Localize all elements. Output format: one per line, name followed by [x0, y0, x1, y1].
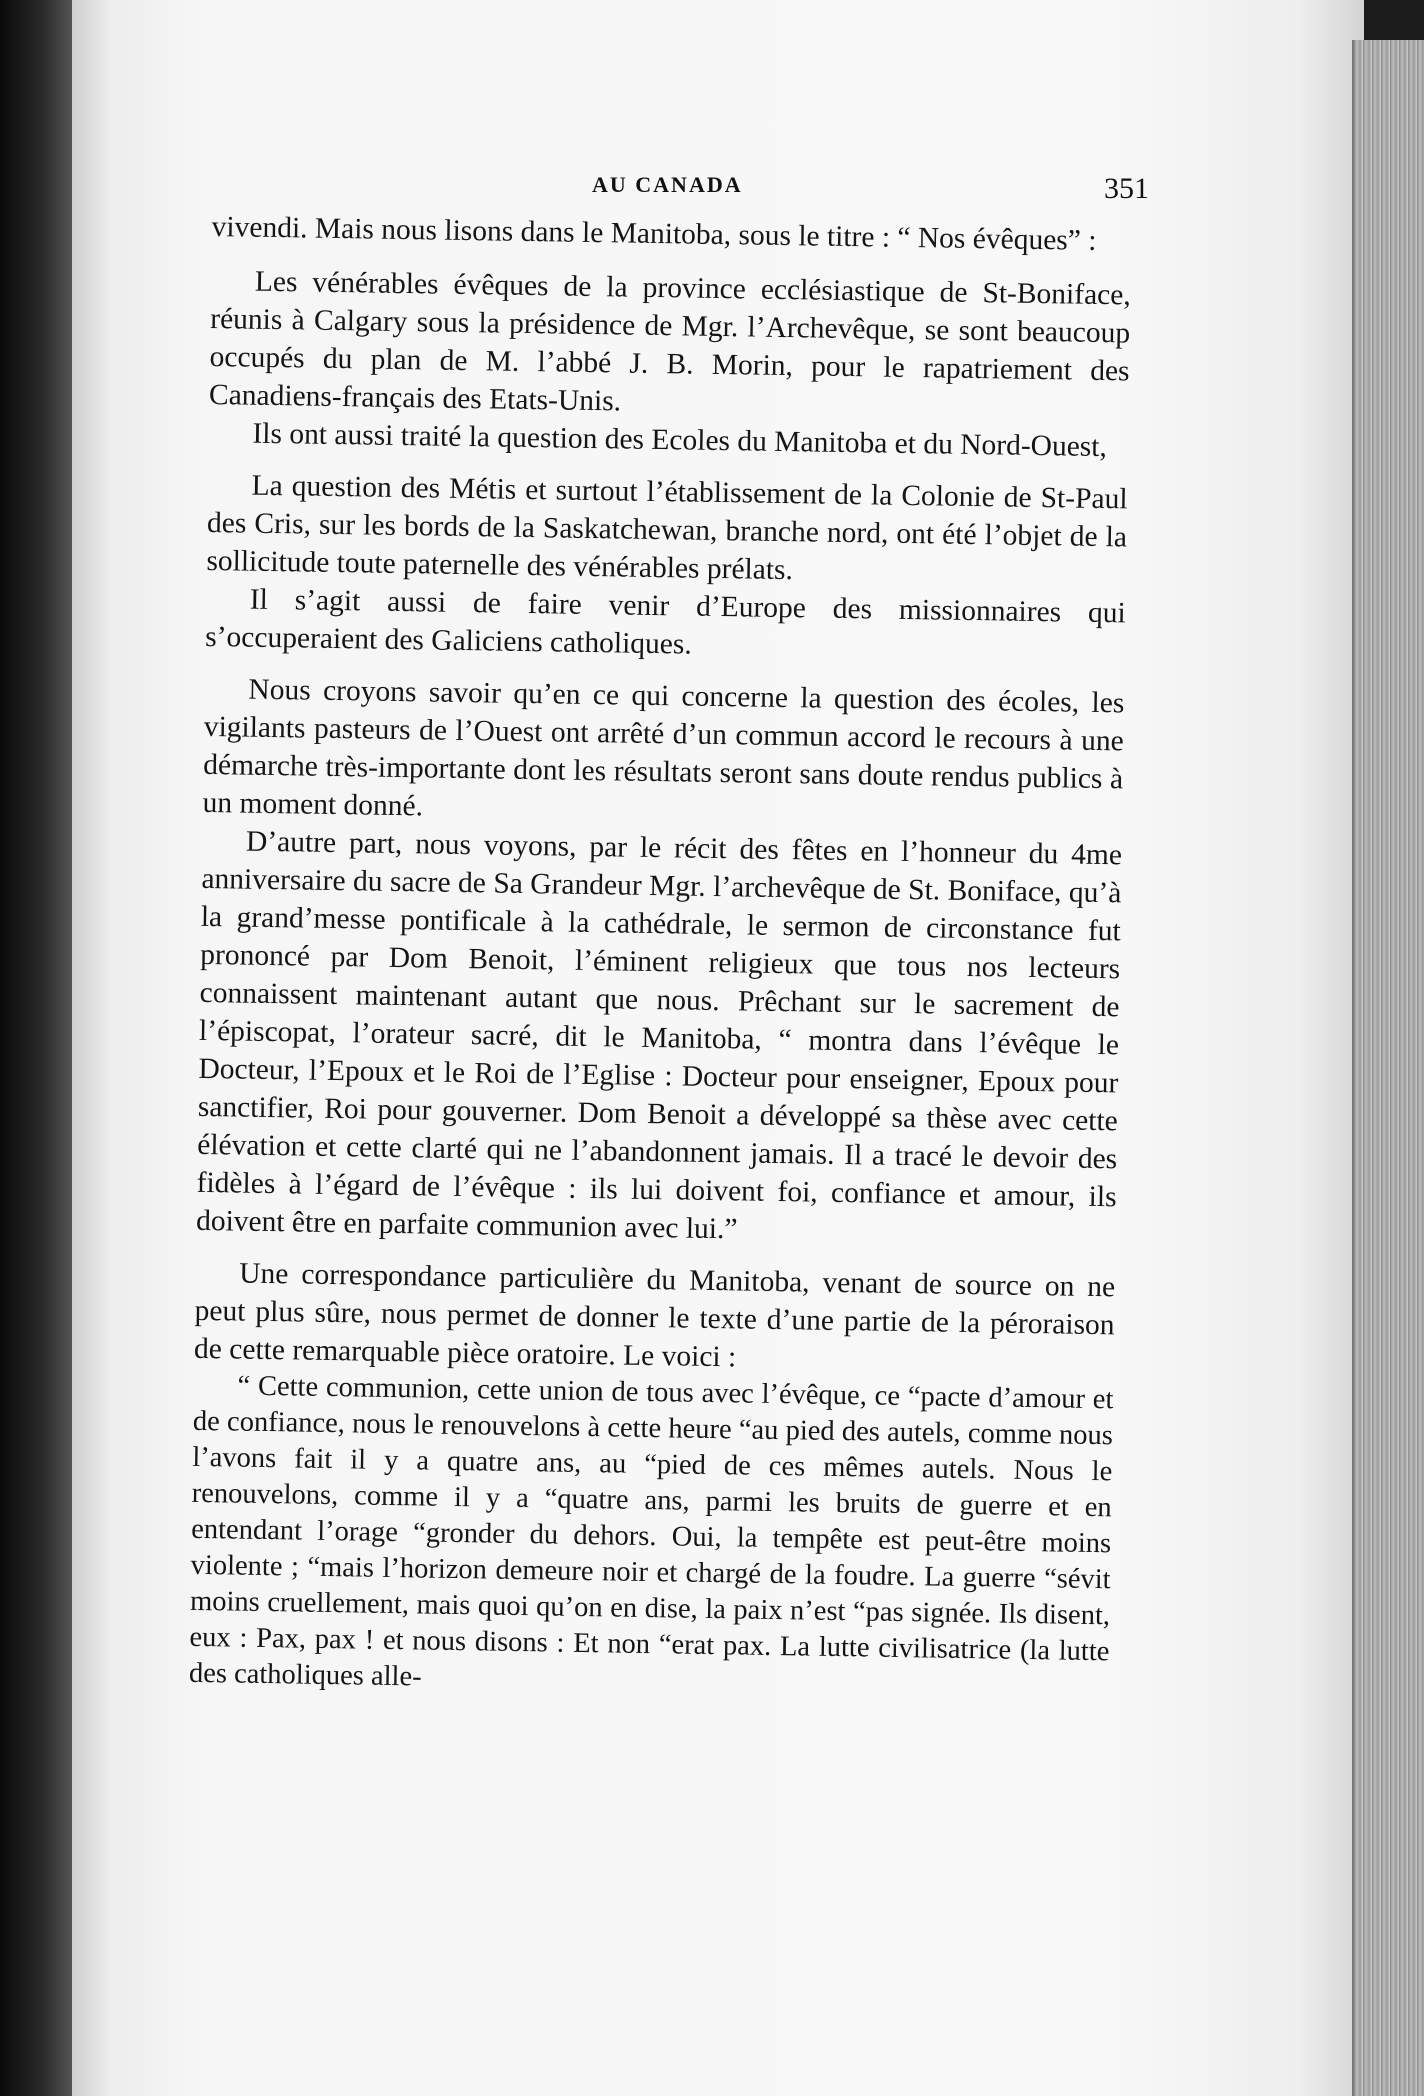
page-number: 351 [1104, 172, 1149, 205]
paragraph: Une correspondance particulière du Manitoba, venant de source on ne peut plus sûre, nous permet de donner le texte d’une partie de la péroraison de cette remarquable pièce oratoire. Le voici : [193, 1257, 1116, 1374]
paragraph: Ils ont aussi traité la question des Ecoles du Manitoba et du Nord-Ouest, [252, 417, 1108, 464]
running-head: AU CANADA [592, 172, 743, 197]
page-header [72, 168, 1364, 208]
quoted-paragraph: “ Cette communion, cette union de tous avec l’évêque, ce “pacte d’amour et de confiance, nous le renouvelons à cette heure “au pied des autels, comme nous l’avons fait il y a quatre ans, au “pied de ces mêmes autels. Nous le renouvelons, comme il y a “quatre ans, parmi les bruits de guerre et en entendant l’orage “gronder du dehors. Oui, la tempête est peut-être moins violente ; “mais l’horizon demeure noir et chargé de la foudre. La guerre “sévit moins cruellement, mais quoi qu’on en dise, la paix n’est “pas signée. Ils disent, eux : Pax, pax ! et nous disons : Et non “erat pax. La lutte civilisatrice (la lutte des catholiques alle- [188, 1370, 1114, 1693]
paragraph: vivendi. Mais nous lisons dans le Manitoba, sous le titre : “ Nos évêques” : [211, 210, 1097, 257]
paragraph: D’autre part, nous voyons, par le récit des fêtes en l’honneur du 4me anniversaire du sacre de Sa Grandeur Mgr. l’archevêque de St. Boniface, qu’à la grand’messe pontificale à la cathédrale, le sermon de circonstance fut prononcé par Dom Benoit, l’éminent religieux que tous nos lecteurs connaissent maintenant autant que nous. Prêchant sur le sacrement de l’épiscopat, l’orateur sacré, dit le Manitoba, “ montra dans l’évêque le Docteur, l’Epoux et le Roi de l’Eglise : Docteur pour enseigner, Epoux pour sanctifier, Roi pour gouverner. Dom Benoit a développé sa thèse avec cette élévation et cette clarté qui ne l’abandonnent jamais. Il a tracé le devoir des fidèles à l’égard de l’évêque : ils lui doivent foi, confiance et amour, ils doivent être en parfaite communion avec lui.” [195, 825, 1123, 1246]
paragraph: Les vénérables évêques de la province ecclésiastique de St-Boniface, réunis à Calgary sous la présidence de Mgr. l’Archevêque, se sont beaucoup occupés du plan de M. l’abbé J. B. Morin, pour le rapatriement des Canadiens-français des Etats-Unis. [208, 265, 1131, 418]
paragraph: La question des Métis et surtout l’établissement de la Colonie de St-Paul des Cris, sur les bords de la Saskatchewan, branche nord, ont été l’objet de la sollicitude toute paternelle des vénérables prélats. [206, 469, 1128, 587]
page-edges [1352, 40, 1424, 2096]
book-gutter [0, 0, 72, 2096]
paragraph: Il s’agit aussi de faire venir d’Europe des missionnaires qui s’occuperaient des Galiciens catholiques. [205, 583, 1126, 661]
body-text [189, 208, 1132, 1706]
paragraph: Nous croyons savoir qu’en ce qui concerne la question des écoles, les vigilants pasteurs de l’Ouest ont arrêté d’un commun accord le recours à une démarche très-importante dont les résultats seront sans doute rendus publics à un moment donné. [202, 673, 1125, 823]
